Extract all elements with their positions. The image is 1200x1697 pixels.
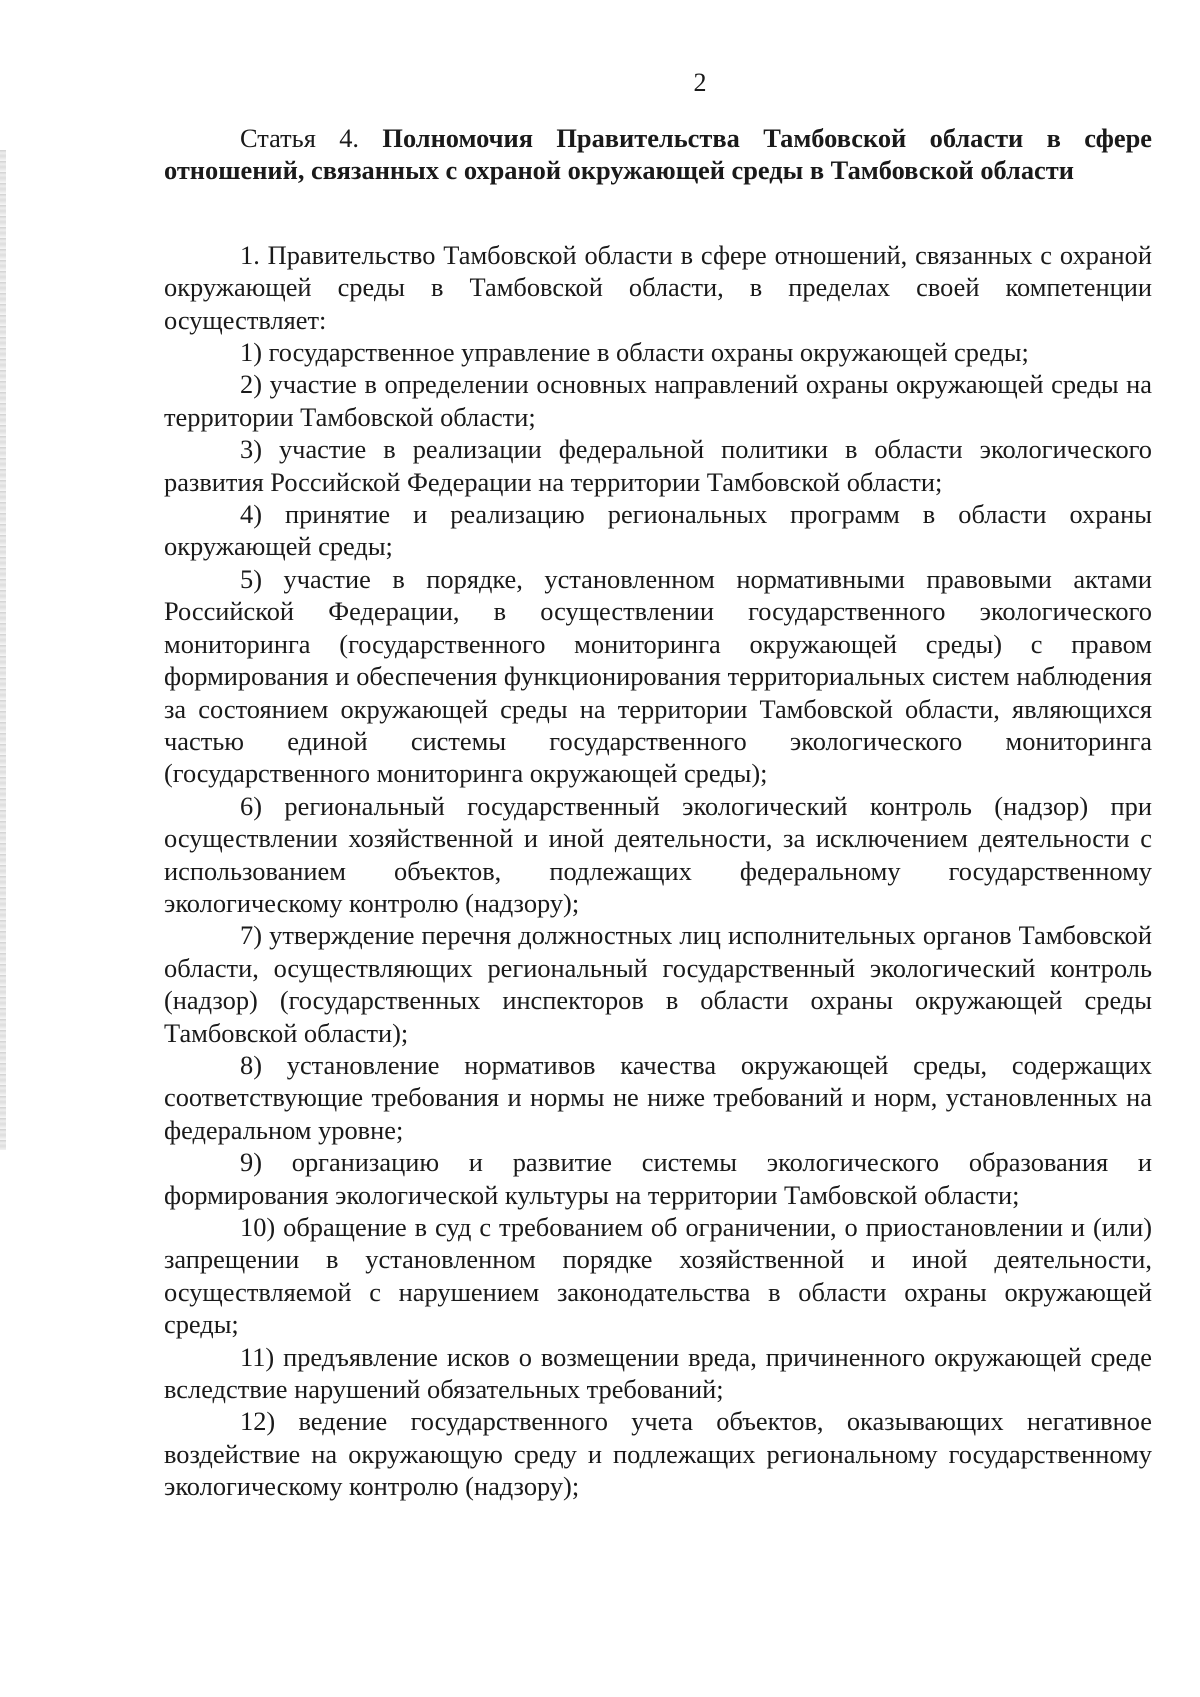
article-heading (164, 122, 1152, 187)
list-item: 8) установление нормативов качества окружающей среды, содержащих соответствующие требования и нормы не ниже требований и норм, установленных на федеральном уровне; (164, 1049, 1152, 1145)
list-item: 10) обращение в суд с требованием об ограничении, о приостановлении и (или) запрещении в установленном порядке хозяйственной и иной деятельности, осуществляемой с нарушением законодательства в области охраны окружающей среды; (164, 1212, 1152, 1340)
list-item: 11) предъявление исков о возмещении вреда, причиненного окружающей среде вследствие нарушений обязательных требований; (164, 1341, 1152, 1405)
list-item: 6) региональный государственный экологический контроль (надзор) при осуществлении хозяйственной и иной деятельности, за исключением деятельности с использованием объектов, подлежащих федеральному государственному экологическому контролю (надзору); (164, 790, 1152, 918)
article-body (164, 239, 1152, 1503)
list-item: 7) утверждение перечня должностных лиц исполнительных органов Тамбовской области, осуществляющих региональный государственный экологический контроль (надзор) (государственных инспекторов в области охраны окружающей среды Тамбовской области); (164, 920, 1152, 1048)
list-item: 12) ведение государственного учета объектов, оказывающих негативное воздействие на окружающую среду и подлежащих региональному государственному экологическому контролю (надзору); (164, 1406, 1152, 1502)
list-item: 2) участие в определении основных направлений охраны окружающей среды на территории Тамбовской области; (164, 369, 1152, 432)
article-label: Статья 4. (240, 123, 360, 153)
intro-paragraph: 1. Правительство Тамбовской области в сфере отношений, связанных с охраной окружающей среды в Тамбовской области, в пределах своей компетенции осуществляет: (164, 239, 1152, 335)
article-title: Полномочия Правительства Тамбовской области в сфере отношений, связанных с охраной окружающей среды в Тамбовской области (164, 123, 1152, 186)
list-item: 5) участие в порядке, установленном нормативными правовыми актами Российской Федерации, в осуществлении государственного экологического мониторинга (государственного мониторинга окружающей среды) с правом формирования и обеспечения функционирования территориальных систем наблюдения за состоянием окружающей среды на территории Тамбовской области, являющихся частью единой системы государственного экологического мониторинга (государственного мониторинга окружающей среды); (164, 563, 1152, 789)
list-item: 4) принятие и реализацию региональных программ в области охраны окружающей среды; (164, 499, 1152, 562)
list-item: 9) организацию и развитие системы экологического образования и формирования экологической культуры на территории Тамбовской области; (164, 1147, 1152, 1210)
scan-edge-artifact (0, 150, 6, 1150)
document-body (164, 122, 1152, 1503)
list-item: 3) участие в реализации федеральной политики в области экологического развития Российской Федерации на территории Тамбовской области; (164, 434, 1152, 497)
list-item: 1) государственное управление в области охраны окружающей среды; (240, 337, 1029, 368)
page-number: 2 (693, 68, 707, 97)
